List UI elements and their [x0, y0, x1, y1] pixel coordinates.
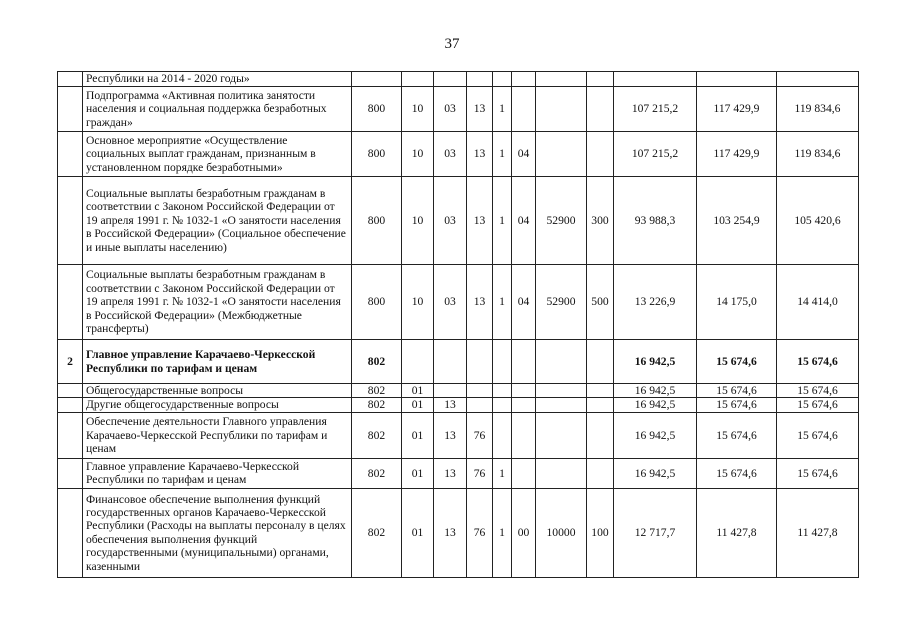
code-ministry: 800: [352, 177, 402, 265]
code-activity: [512, 398, 536, 412]
code-section: 01: [402, 398, 434, 412]
code-expense-type: 100: [587, 488, 614, 577]
value-2016: 15 674,6: [777, 340, 859, 384]
value-2015: [697, 72, 777, 87]
row-number: [58, 265, 83, 340]
code-section: 01: [402, 458, 434, 488]
value-2014: 13 226,9: [614, 265, 697, 340]
code-subsection: 03: [434, 132, 467, 177]
value-2014: 12 717,7: [614, 488, 697, 577]
row-name: Другие общегосударственные вопросы: [83, 398, 352, 412]
table-row: [58, 384, 859, 398]
code-expense-type: [587, 132, 614, 177]
code-section: 10: [402, 265, 434, 340]
code-direction: [536, 72, 587, 87]
table-row: [58, 177, 859, 265]
value-2015: 117 429,9: [697, 132, 777, 177]
code-subprogram: 1: [493, 488, 512, 577]
code-direction: [536, 412, 587, 458]
code-expense-type: [587, 340, 614, 384]
code-subprogram: 1: [493, 87, 512, 132]
table-row: [58, 265, 859, 340]
code-expense-type: [587, 412, 614, 458]
value-2016: 15 674,6: [777, 458, 859, 488]
code-expense-type: [587, 398, 614, 412]
code-ministry: 800: [352, 265, 402, 340]
page-number: 37: [444, 36, 460, 52]
value-2016: 119 834,6: [777, 132, 859, 177]
code-direction: [536, 87, 587, 132]
code-subprogram: [493, 412, 512, 458]
code-subsection: 03: [434, 177, 467, 265]
row-name: Общегосударственные вопросы: [83, 384, 352, 398]
row-number: [58, 384, 83, 398]
code-expense-type: [587, 384, 614, 398]
row-number: [58, 458, 83, 488]
code-ministry: 800: [352, 132, 402, 177]
value-2015: 11 427,8: [697, 488, 777, 577]
value-2016: 14 414,0: [777, 265, 859, 340]
code-section: [402, 72, 434, 87]
code-section: 10: [402, 132, 434, 177]
code-expense-type: 300: [587, 177, 614, 265]
value-2015: 15 674,6: [697, 458, 777, 488]
code-ministry: 802: [352, 398, 402, 412]
table-row: [58, 72, 859, 87]
value-2015: 15 674,6: [697, 398, 777, 412]
code-subsection: [434, 340, 467, 384]
code-activity: 04: [512, 132, 536, 177]
code-subprogram: [493, 384, 512, 398]
code-subsection: [434, 72, 467, 87]
row-number: 2: [58, 340, 83, 384]
row-number: [58, 398, 83, 412]
code-section: [402, 340, 434, 384]
code-direction: [536, 340, 587, 384]
code-program: [467, 384, 493, 398]
table-row: [58, 340, 859, 384]
code-subprogram: [493, 340, 512, 384]
row-number: [58, 72, 83, 87]
row-name: Республики на 2014 - 2020 годы»: [83, 72, 352, 87]
code-ministry: [352, 72, 402, 87]
code-section: 10: [402, 87, 434, 132]
row-number: [58, 132, 83, 177]
code-section: 01: [402, 384, 434, 398]
value-2015: 117 429,9: [697, 87, 777, 132]
code-subsection: 03: [434, 265, 467, 340]
row-name: Главное управление Карачаево-Черкесской Республики по тарифам и ценам: [83, 458, 352, 488]
code-subsection: [434, 384, 467, 398]
row-name: Социальные выплаты безработным гражданам в соответствии с Законом Российской Федерации от 19 апреля 1991 г. № 1032-1 «О занятости населения в Российской Федерации» (Межбюджетные трансферты): [83, 265, 352, 340]
code-section: 10: [402, 177, 434, 265]
value-2016: 105 420,6: [777, 177, 859, 265]
code-program: 13: [467, 265, 493, 340]
code-subsection: 13: [434, 398, 467, 412]
value-2016: 15 674,6: [777, 412, 859, 458]
code-activity: [512, 72, 536, 87]
value-2016: 11 427,8: [777, 488, 859, 577]
row-number: [58, 87, 83, 132]
table-row: [58, 488, 859, 577]
value-2014: 93 988,3: [614, 177, 697, 265]
code-program: 76: [467, 488, 493, 577]
code-program: 76: [467, 458, 493, 488]
code-activity: 04: [512, 177, 536, 265]
code-direction: [536, 384, 587, 398]
value-2014: 107 215,2: [614, 132, 697, 177]
row-name: Обеспечение деятельности Главного управления Карачаево-Черкесской Республики по тарифам и ценам: [83, 412, 352, 458]
value-2014: 16 942,5: [614, 458, 697, 488]
code-ministry: 802: [352, 340, 402, 384]
code-subprogram: 1: [493, 458, 512, 488]
table-row: [58, 398, 859, 412]
table-row: [58, 458, 859, 488]
value-2015: 14 175,0: [697, 265, 777, 340]
code-program: [467, 72, 493, 87]
code-activity: [512, 340, 536, 384]
code-direction: 10000: [536, 488, 587, 577]
table-body: [58, 72, 859, 578]
code-program: 76: [467, 412, 493, 458]
value-2015: 15 674,6: [697, 340, 777, 384]
code-direction: [536, 132, 587, 177]
code-direction: 52900: [536, 265, 587, 340]
value-2014: 16 942,5: [614, 384, 697, 398]
code-expense-type: 500: [587, 265, 614, 340]
value-2015: 15 674,6: [697, 384, 777, 398]
code-activity: [512, 412, 536, 458]
code-ministry: 802: [352, 488, 402, 577]
code-activity: [512, 458, 536, 488]
row-name: Главное управление Карачаево-Черкесской Республики по тарифам и ценам: [83, 340, 352, 384]
row-name: Подпрограмма «Активная политика занятости населения и социальная поддержка безработных граждан»: [83, 87, 352, 132]
code-subsection: 03: [434, 87, 467, 132]
row-number: [58, 412, 83, 458]
value-2016: 15 674,6: [777, 398, 859, 412]
row-number: [58, 488, 83, 577]
row-name: Социальные выплаты безработным гражданам в соответствии с Законом Российской Федерации от 19 апреля 1991 г. № 1032-1 «О занятости населения в Российской Федерации» (Социальное обеспечение и иные выплаты населению): [83, 177, 352, 265]
code-subsection: 13: [434, 412, 467, 458]
code-program: 13: [467, 87, 493, 132]
code-expense-type: [587, 87, 614, 132]
code-expense-type: [587, 458, 614, 488]
code-direction: [536, 458, 587, 488]
code-ministry: 802: [352, 384, 402, 398]
code-activity: [512, 384, 536, 398]
code-subprogram: [493, 398, 512, 412]
row-number: [58, 177, 83, 265]
code-ministry: 802: [352, 458, 402, 488]
code-subsection: 13: [434, 488, 467, 577]
code-ministry: 800: [352, 87, 402, 132]
value-2015: 15 674,6: [697, 412, 777, 458]
table-row: [58, 87, 859, 132]
value-2014: 16 942,5: [614, 398, 697, 412]
code-subprogram: [493, 72, 512, 87]
budget-table: [57, 71, 859, 578]
row-name: Финансовое обеспечение выполнения функций государственных органов Карачаево-Черкесской Республики (Расходы на выплаты персоналу в целях обеспечения выполнения функций государственными (муниципальными) органами, казенными: [83, 488, 352, 577]
code-subprogram: 1: [493, 132, 512, 177]
value-2016: [777, 72, 859, 87]
code-activity: 04: [512, 265, 536, 340]
value-2014: 16 942,5: [614, 340, 697, 384]
code-ministry: 802: [352, 412, 402, 458]
code-subsection: 13: [434, 458, 467, 488]
code-program: 13: [467, 177, 493, 265]
code-direction: 52900: [536, 177, 587, 265]
code-direction: [536, 398, 587, 412]
code-activity: [512, 87, 536, 132]
code-program: [467, 340, 493, 384]
value-2014: 16 942,5: [614, 412, 697, 458]
table-row: [58, 412, 859, 458]
code-subprogram: 1: [493, 177, 512, 265]
code-expense-type: [587, 72, 614, 87]
code-program: 13: [467, 132, 493, 177]
code-section: 01: [402, 412, 434, 458]
table-row: [58, 132, 859, 177]
value-2015: 103 254,9: [697, 177, 777, 265]
value-2016: 15 674,6: [777, 384, 859, 398]
code-section: 01: [402, 488, 434, 577]
code-program: [467, 398, 493, 412]
value-2014: 107 215,2: [614, 87, 697, 132]
code-activity: 00: [512, 488, 536, 577]
value-2014: [614, 72, 697, 87]
code-subprogram: 1: [493, 265, 512, 340]
row-name: Основное мероприятие «Осуществление социальных выплат гражданам, признанным в установленном порядке безработными»: [83, 132, 352, 177]
value-2016: 119 834,6: [777, 87, 859, 132]
